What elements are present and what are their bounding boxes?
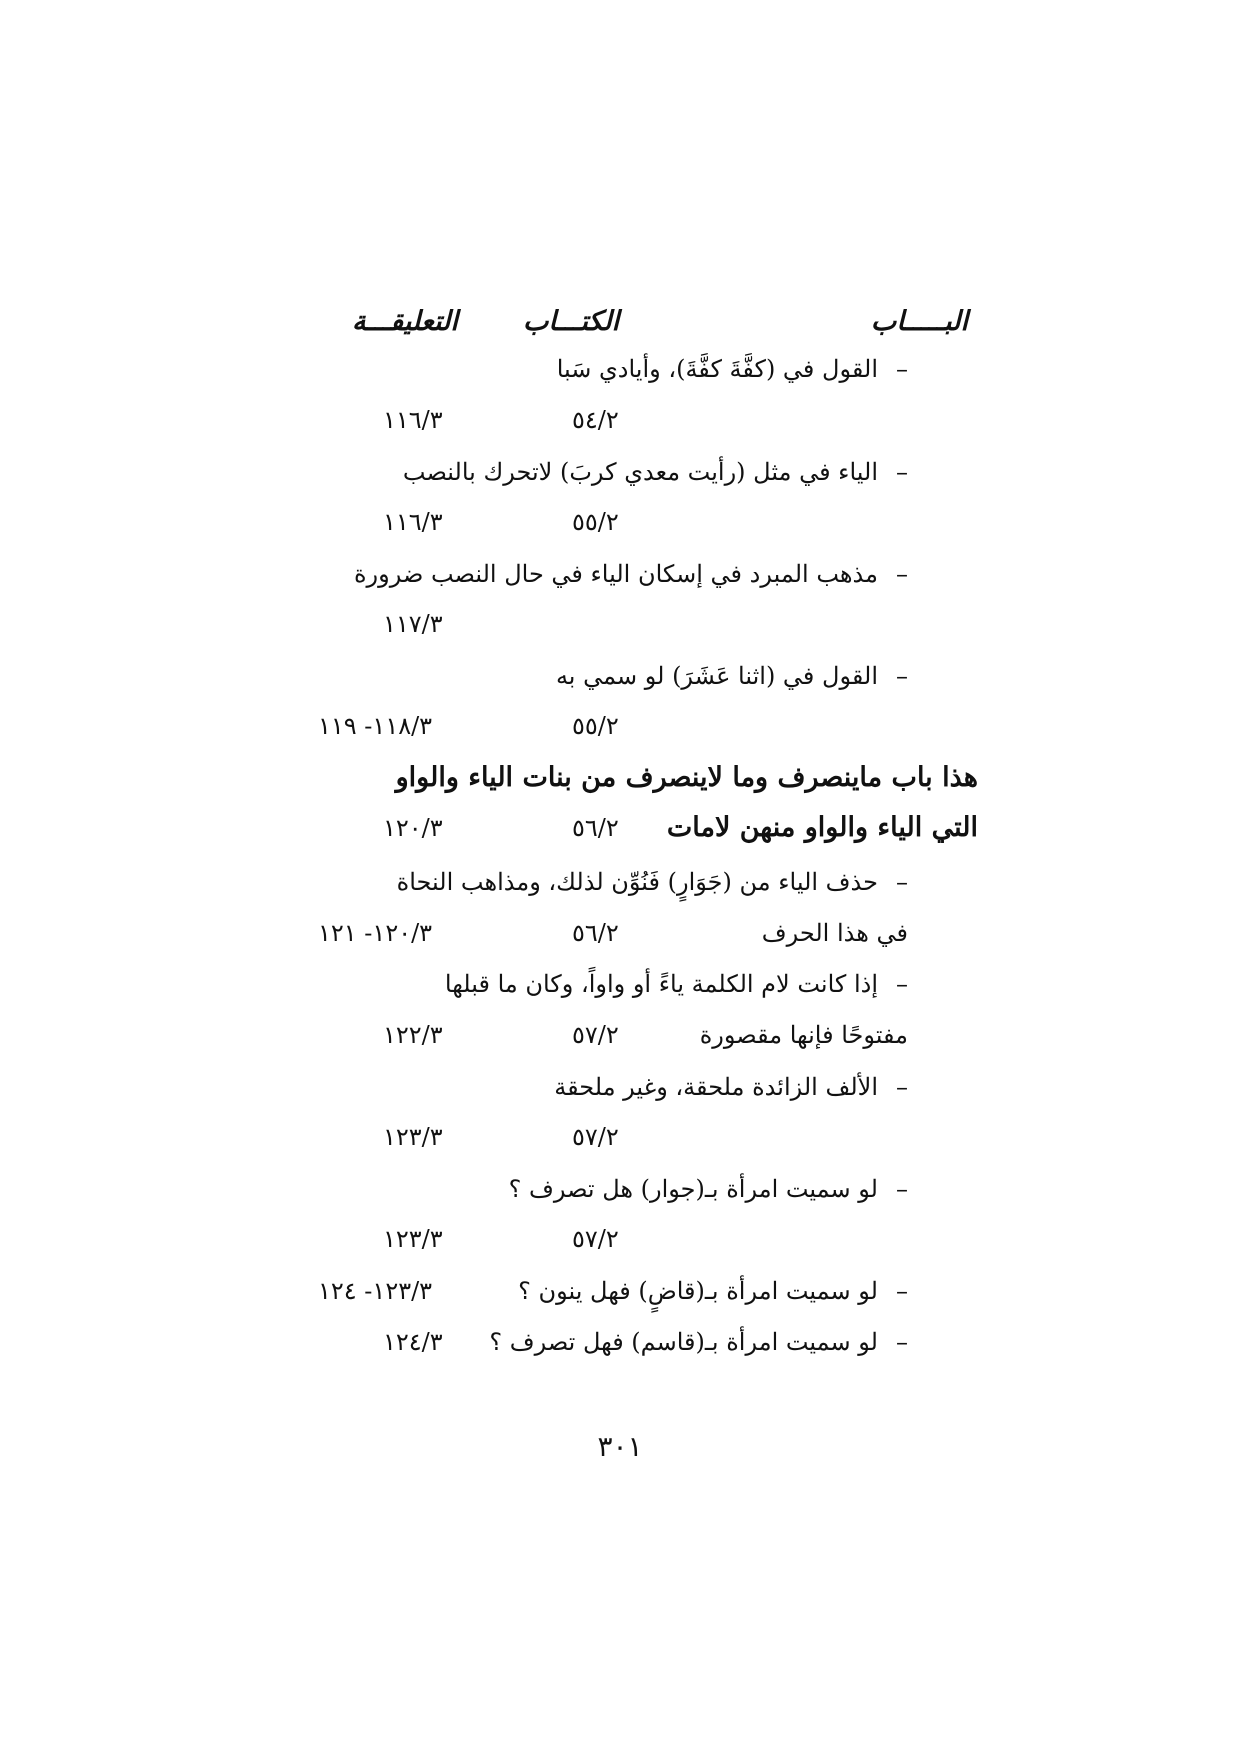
dash-marker: – [896,662,908,690]
entry-label: لو سميت امرأة بـ(قاسم) فهل تصرف ؟ [489,1328,878,1356]
header-taliqa: التعليقـــة [352,306,458,337]
dash-marker: – [896,1073,908,1101]
entry-text [518,1274,908,1308]
dash-marker: – [896,560,908,588]
entry-taliqa-ref: ١٢٣/٣ [383,1123,443,1151]
section-title-line1: هذا باب ماينصرف وما لاينصرف من بنات الياء والواو [395,762,978,793]
dash-marker: – [896,458,908,486]
dash-marker: – [896,1328,908,1356]
entry-text [557,352,908,386]
entry-taliqa-ref: ١١٧/٣ [383,610,443,638]
page-number: ٣٠١ [597,1430,643,1463]
entry-text [509,1172,908,1206]
entry-label: إذا كانت لام الكلمة ياءً أو واواً، وكان ما قبلها [444,970,878,998]
entry-taliqa-ref: ١٢٣/٣ [383,1225,443,1253]
entry-kitab-ref: ٥٧/٢ [572,1123,619,1151]
entry-label: القول في (اثنا عَشَرَ) لو سمي به [555,662,878,690]
entry-kitab-ref: ٥٧/٢ [572,1021,619,1049]
entry-kitab-ref: ٥٤/٢ [572,406,619,434]
header-kitab: الكتـــاب [523,306,620,337]
section-taliqa-ref: ١٢٠/٣ [383,814,443,842]
entry-kitab-ref: ٥٥/٢ [572,712,619,740]
entry-taliqa-ref: ١٢٤/٣ [383,1328,443,1356]
entry-taliqa-ref: ١١٦/٣ [383,406,443,434]
entry-text [554,1070,908,1104]
header-bab: البـــــاب [870,306,968,337]
entry-label: لو سميت امرأة بـ(قاضٍ) فهل ينون ؟ [518,1277,878,1305]
entry-label: الألف الزائدة ملحقة، وغير ملحقة [554,1073,878,1101]
entry-text [354,557,908,591]
dash-marker: – [896,355,908,383]
entry-label: الياء في مثل (رأيت معدي كربَ) لاتحرك بالنصب [402,458,878,486]
entry-continuation: في هذا الحرف [761,919,908,947]
entry-continuation: مفتوحًا فإنها مقصورة [699,1021,908,1049]
entry-taliqa-ref: ١١٦/٣ [383,508,443,536]
section-title-line2: التي الياء والواو منهن لامات [666,812,978,843]
entry-text [445,967,908,1001]
dash-marker: – [896,868,908,896]
entry-kitab-ref: ٥٥/٢ [572,508,619,536]
entry-text [489,1325,908,1359]
entry-taliqa-ref: ١١٨/٣- ١١٩ [318,712,433,740]
dash-marker: – [896,1175,908,1203]
dash-marker: – [896,970,908,998]
entry-label: لو سميت امرأة بـ(جوار) هل تصرف ؟ [508,1175,878,1203]
entry-label: القول في (كفَّةَ كفَّةَ)، وأيادي سَبا [556,355,878,383]
entry-text [556,659,908,693]
entry-taliqa-ref: ١٢٠/٣- ١٢١ [318,919,433,947]
entry-kitab-ref: ٥٧/٢ [572,1225,619,1253]
entry-taliqa-ref: ١٢٢/٣ [383,1021,443,1049]
entry-kitab-ref: ٥٦/٢ [572,919,619,947]
section-kitab-ref: ٥٦/٢ [572,814,619,842]
entry-text [403,455,908,489]
entry-label: مذهب المبرد في إسكان الياء في حال النصب ضرورة [353,560,878,588]
entry-taliqa-ref: ١٢٣/٣- ١٢٤ [318,1277,433,1305]
entry-label: حذف الياء من (جَوَارٍ) فَنُوِّن لذلك، ومذاهب النحاة [396,868,878,896]
entry-text [397,865,908,899]
dash-marker: – [896,1277,908,1305]
